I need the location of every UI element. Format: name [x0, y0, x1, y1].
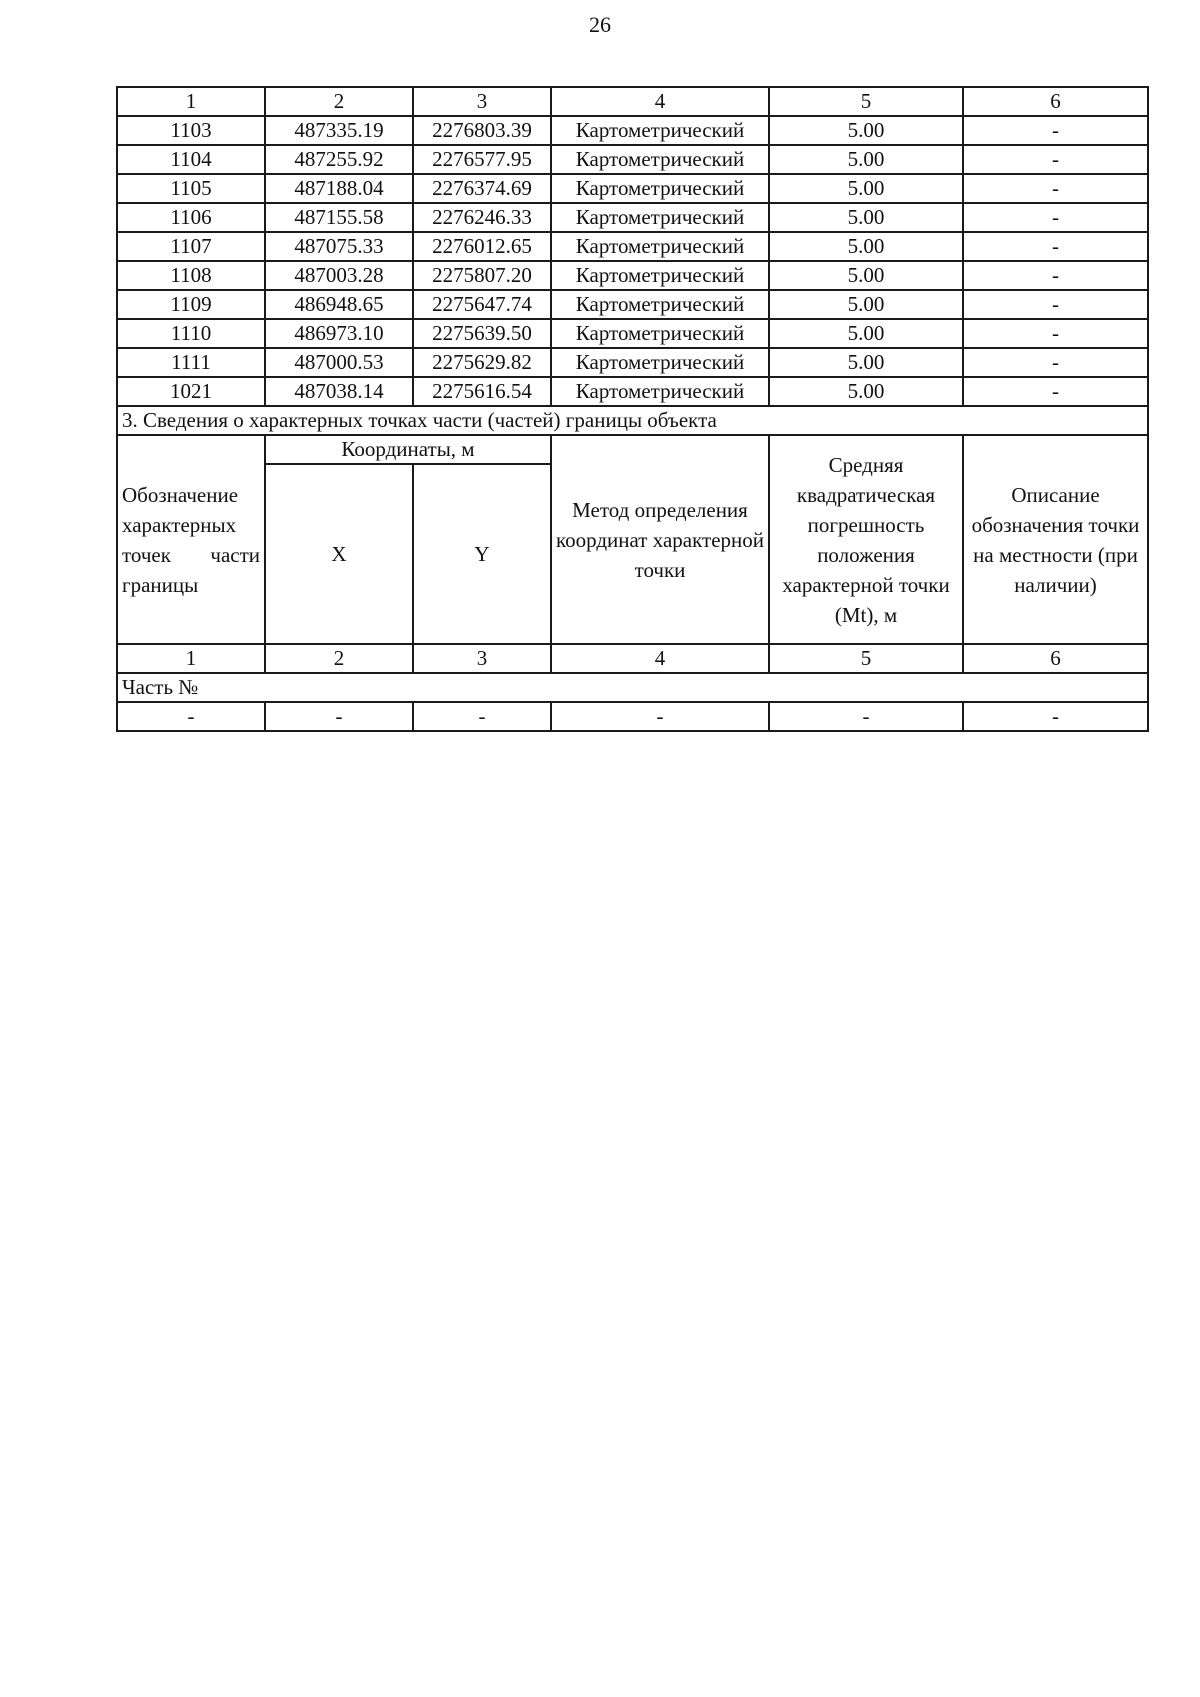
table-row — [117, 145, 1148, 174]
empty-cell: - — [963, 702, 1148, 731]
point-x: 487038.14 — [265, 377, 413, 406]
point-x: 487075.33 — [265, 232, 413, 261]
table-row — [117, 203, 1148, 232]
point-y: 2275629.82 — [413, 348, 551, 377]
column-number-row — [117, 87, 1148, 116]
point-method: Картометрический — [551, 348, 769, 377]
point-y: 2276803.39 — [413, 116, 551, 145]
column-number: 4 — [551, 87, 769, 116]
point-y: 2276577.95 — [413, 145, 551, 174]
point-id: 1106 — [117, 203, 265, 232]
header-coordinates: Координаты, м — [265, 435, 551, 464]
point-method: Картометрический — [551, 232, 769, 261]
table-row — [117, 290, 1148, 319]
point-description: - — [963, 174, 1148, 203]
point-accuracy: 5.00 — [769, 290, 963, 319]
column-number: 1 — [117, 87, 265, 116]
point-x: 486973.10 — [265, 319, 413, 348]
point-accuracy: 5.00 — [769, 261, 963, 290]
point-accuracy: 5.00 — [769, 348, 963, 377]
column-number: 4 — [551, 644, 769, 673]
point-x: 487003.28 — [265, 261, 413, 290]
table-row — [117, 702, 1148, 731]
point-description: - — [963, 348, 1148, 377]
point-method: Картометрический — [551, 174, 769, 203]
point-y: 2275807.20 — [413, 261, 551, 290]
column-number: 1 — [117, 644, 265, 673]
part-label: Часть № — [117, 673, 1148, 702]
point-id: 1103 — [117, 116, 265, 145]
point-description: - — [963, 261, 1148, 290]
table-row — [117, 377, 1148, 406]
point-y: 2275616.54 — [413, 377, 551, 406]
point-method: Картометрический — [551, 261, 769, 290]
point-x: 487188.04 — [265, 174, 413, 203]
point-id: 1109 — [117, 290, 265, 319]
table-row — [117, 232, 1148, 261]
section-title: 3. Сведения о характерных точках части (частей) границы объекта — [117, 406, 1148, 435]
column-number-row — [117, 644, 1148, 673]
header-x: X — [265, 464, 413, 644]
point-description: - — [963, 203, 1148, 232]
point-id: 1104 — [117, 145, 265, 174]
point-accuracy: 5.00 — [769, 116, 963, 145]
point-description: - — [963, 145, 1148, 174]
point-method: Картометрический — [551, 145, 769, 174]
empty-cell: - — [413, 702, 551, 731]
column-number: 5 — [769, 87, 963, 116]
point-id: 1108 — [117, 261, 265, 290]
header-accuracy: Средняя квадратическая погрешность положения характерной точки (Mt), м — [769, 435, 963, 644]
empty-cell: - — [551, 702, 769, 731]
point-description: - — [963, 116, 1148, 145]
point-x: 487155.58 — [265, 203, 413, 232]
header-description: Описание обозначения точки на местности (при наличии) — [963, 435, 1148, 644]
empty-cell: - — [117, 702, 265, 731]
column-number: 3 — [413, 87, 551, 116]
point-description: - — [963, 232, 1148, 261]
point-method: Картометрический — [551, 377, 769, 406]
table-row — [117, 174, 1148, 203]
page-number: 26 — [589, 12, 611, 37]
point-id: 1111 — [117, 348, 265, 377]
point-id: 1021 — [117, 377, 265, 406]
point-x: 487335.19 — [265, 116, 413, 145]
point-y: 2276374.69 — [413, 174, 551, 203]
point-id: 1105 — [117, 174, 265, 203]
column-number: 5 — [769, 644, 963, 673]
point-y: 2275639.50 — [413, 319, 551, 348]
point-description: - — [963, 377, 1148, 406]
column-number: 6 — [963, 644, 1148, 673]
section-header-row — [117, 435, 1148, 464]
point-accuracy: 5.00 — [769, 203, 963, 232]
table-row — [117, 348, 1148, 377]
point-y: 2276012.65 — [413, 232, 551, 261]
point-id: 1107 — [117, 232, 265, 261]
point-method: Картометрический — [551, 116, 769, 145]
point-method: Картометрический — [551, 203, 769, 232]
coordinates-table — [116, 86, 1149, 732]
point-accuracy: 5.00 — [769, 145, 963, 174]
column-number: 6 — [963, 87, 1148, 116]
header-designation: Обозначение характерных точек части границы — [117, 435, 265, 644]
table-row — [117, 319, 1148, 348]
empty-cell: - — [769, 702, 963, 731]
header-method: Метод определения координат характерной точки — [551, 435, 769, 644]
table-row — [117, 116, 1148, 145]
table-row — [117, 261, 1148, 290]
point-method: Картометрический — [551, 290, 769, 319]
part-label-row — [117, 673, 1148, 702]
point-accuracy: 5.00 — [769, 377, 963, 406]
point-y: 2276246.33 — [413, 203, 551, 232]
point-accuracy: 5.00 — [769, 232, 963, 261]
point-x: 487000.53 — [265, 348, 413, 377]
empty-cell: - — [265, 702, 413, 731]
column-number: 3 — [413, 644, 551, 673]
column-number: 2 — [265, 644, 413, 673]
point-method: Картометрический — [551, 319, 769, 348]
header-y: Y — [413, 464, 551, 644]
point-y: 2275647.74 — [413, 290, 551, 319]
point-description: - — [963, 319, 1148, 348]
point-description: - — [963, 290, 1148, 319]
column-number: 2 — [265, 87, 413, 116]
section-title-row — [117, 406, 1148, 435]
point-accuracy: 5.00 — [769, 319, 963, 348]
point-accuracy: 5.00 — [769, 174, 963, 203]
point-id: 1110 — [117, 319, 265, 348]
point-x: 487255.92 — [265, 145, 413, 174]
point-x: 486948.65 — [265, 290, 413, 319]
